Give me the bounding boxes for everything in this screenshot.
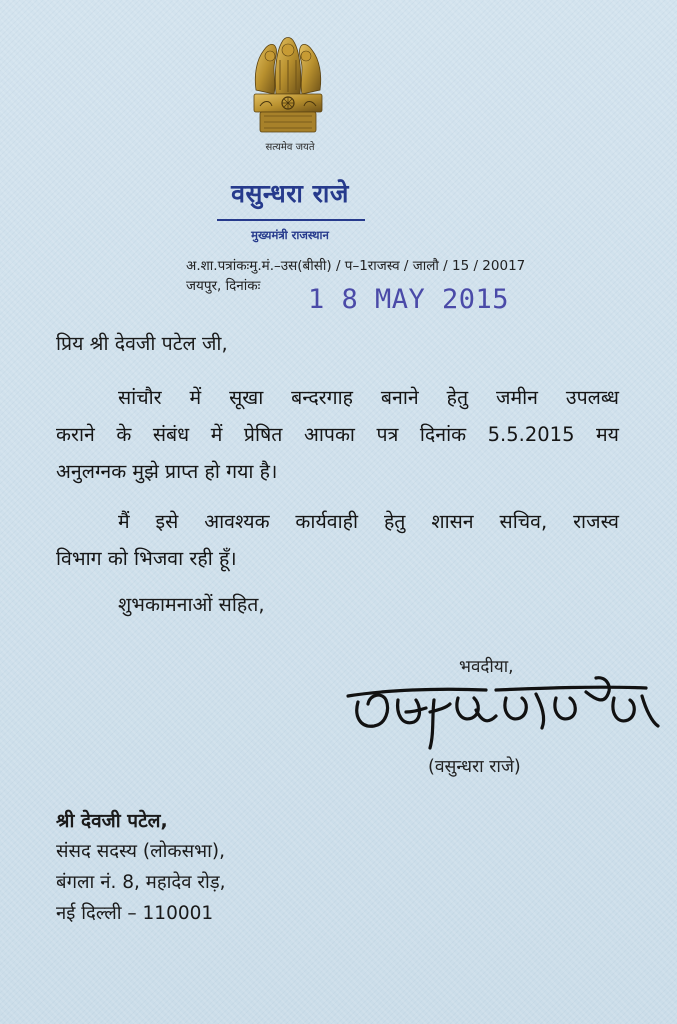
sender-designation: मुख्यमंत्री राजस्थान	[251, 228, 329, 242]
salutation: प्रिय श्री देवजी पटेल जी,	[56, 332, 228, 355]
paragraph-1-line-2: कराने के संबंध में प्रेषित आपका पत्र दिनांक 5.5.2015 मय	[56, 423, 619, 446]
valediction: भवदीया,	[459, 657, 514, 677]
paragraph-2-line-1: मैं इसे आवश्यक कार्यवाही हेतु शासन सचिव, राजस्व	[118, 510, 619, 533]
state-emblem-icon	[250, 30, 326, 136]
recipient-address-line-3: नई दिल्ली – 110001	[56, 903, 214, 924]
sender-name: वसुन्धरा राजे	[231, 179, 349, 208]
emblem-motto: सत्यमेव जयते	[265, 142, 315, 153]
date-stamp: 1 8 MAY 2015	[308, 284, 510, 315]
handwritten-signature	[346, 664, 666, 754]
paragraph-1-line-1: सांचौर में सूखा बन्दरगाह बनाने हेतु जमीन उपलब्ध	[118, 386, 619, 409]
closing-line: शुभकामनाओं सहित,	[118, 593, 265, 616]
recipient-name: श्री देवजी पटेल,	[56, 810, 168, 832]
reference-number: अ.शा.पत्रांकःमु.मं.–उस(बीसी) / प–1राजस्व / जालौ / 15 / 20017	[186, 258, 526, 274]
place-date-label: जयपुर, दिनांकः	[186, 278, 261, 294]
letterhead-divider	[217, 219, 365, 221]
recipient-address-line-1: संसद सदस्य (लोकसभा),	[56, 841, 226, 862]
signatory-name: (वसुन्धरा राजे)	[428, 757, 521, 777]
paragraph-1-line-3: अनुलग्नक मुझे प्राप्त हो गया है।	[56, 460, 278, 483]
recipient-address-line-2: बंगला नं. 8, महादेव रोड़,	[56, 872, 226, 893]
paragraph-2-line-2: विभाग को भिजवा रही हूँ।	[56, 547, 237, 570]
